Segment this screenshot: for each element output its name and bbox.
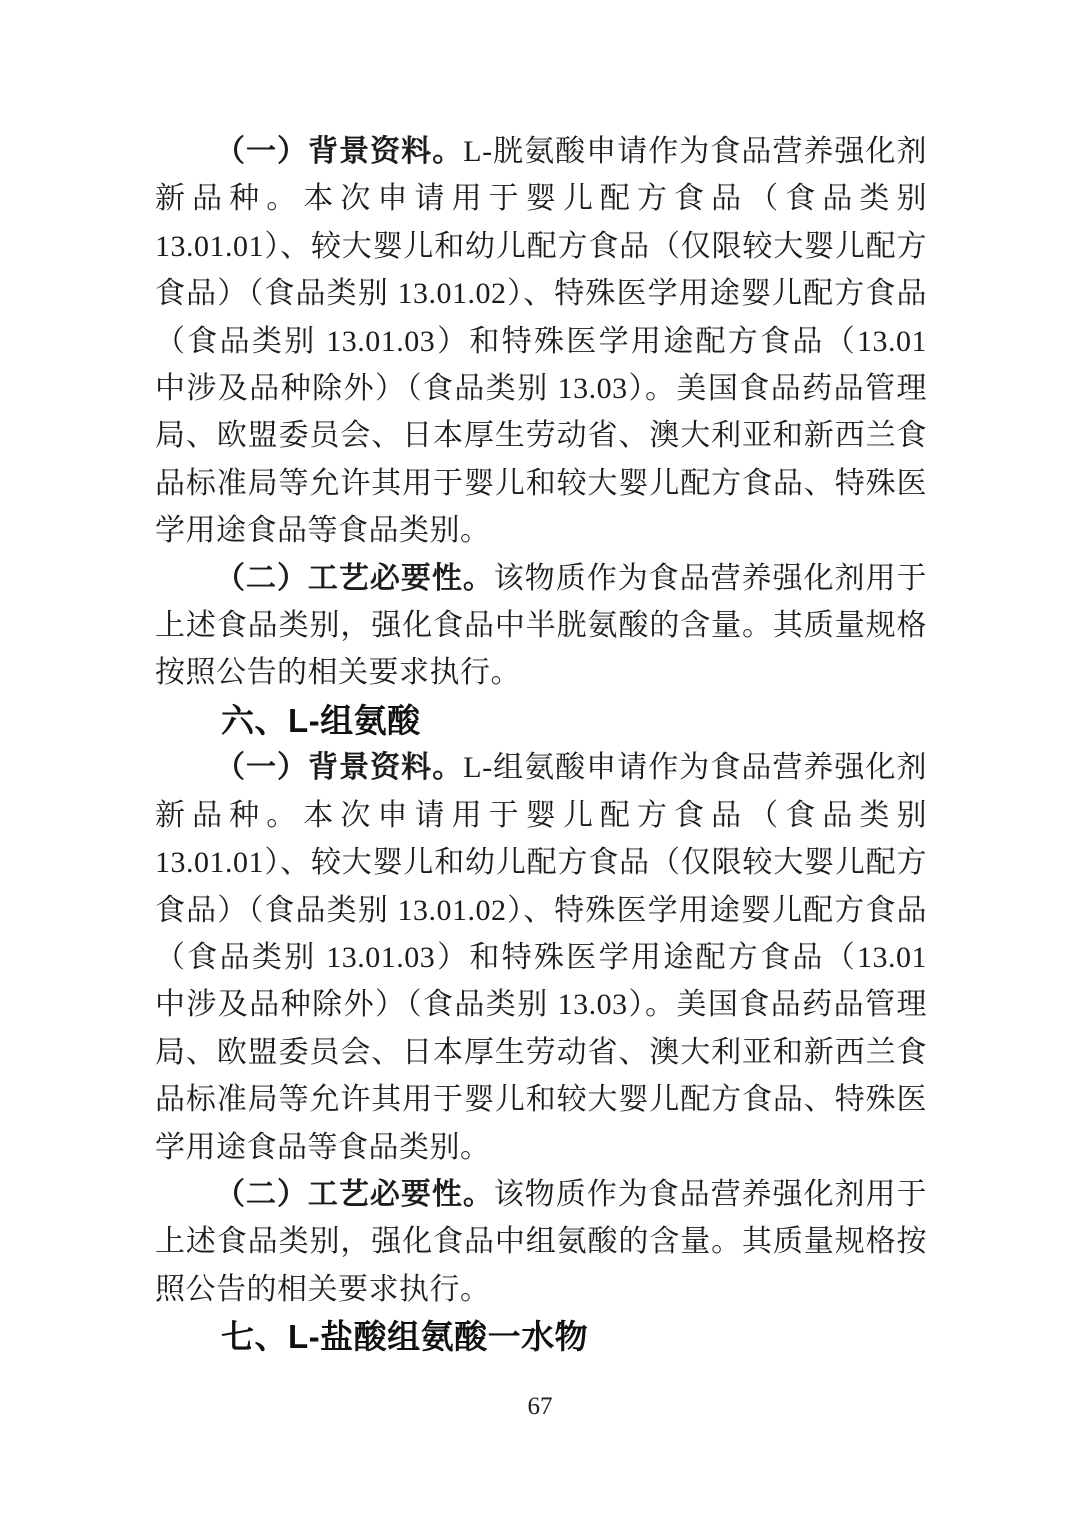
- paragraph-background-cystine: [155, 128, 927, 555]
- paragraph-text: 该物质作为食品营养强化剂用于上述食品类别，强化食品中半胱氨酸的含量。其质量规格按照公告的相关要求执行。: [155, 561, 928, 690]
- paragraph-background-histidine: [155, 744, 927, 1171]
- section-heading-histidine-hcl: 七、L-盐酸组氨酸一水物: [221, 1318, 589, 1356]
- paragraph-necessity-histidine: [155, 1171, 927, 1313]
- page-content: [155, 128, 927, 1361]
- paragraph-lead: （一）背景资料。: [215, 751, 464, 785]
- page-number: 67: [527, 1393, 553, 1420]
- paragraph-text: L-胱氨酸申请作为食品营养强化剂新品种。本次申请用于婴儿配方食品（食品类别 13.01.01）、较大婴儿和幼儿配方食品（仅限较大婴儿配方食品）（食品类别 13.01.02）、特殊医学用途婴儿配方食品（食品类别 13.01.03）和特殊医学用途配方食品（13.01 中涉及品种除外）（食品类别 13.03）。美国食品药品管理局、欧盟委员会、日本厚生劳动省、澳大利亚和新西兰食品标准局等允许其用于婴儿和较大婴儿配方食品、特殊医学用途食品等食品类别。: [155, 135, 927, 548]
- paragraph-text: 该物质作为食品营养强化剂用于上述食品类别，强化食品中组氨酸的含量。其质量规格按照公告的相关要求执行。: [155, 1177, 928, 1306]
- paragraph-lead: （二）工艺必要性。: [215, 561, 494, 595]
- paragraph-text: L-组氨酸申请作为食品营养强化剂新品种。本次申请用于婴儿配方食品（食品类别 13.01.01）、较大婴儿和幼儿配方食品（仅限较大婴儿配方食品）（食品类别 13.01.02）、特殊医学用途婴儿配方食品（食品类别 13.01.03）和特殊医学用途配方食品（13.01 中涉及品种除外）（食品类别 13.03）。美国食品药品管理局、欧盟委员会、日本厚生劳动省、澳大利亚和新西兰食品标准局等允许其用于婴儿和较大婴儿配方食品、特殊医学用途食品等食品类别。: [155, 751, 927, 1164]
- paragraph-lead: （一）背景资料。: [215, 135, 464, 168]
- paragraph-lead: （二）工艺必要性。: [215, 1177, 494, 1211]
- paragraph-necessity-cystine: [155, 555, 927, 697]
- section-heading-histidine: 六、L-组氨酸: [221, 701, 421, 739]
